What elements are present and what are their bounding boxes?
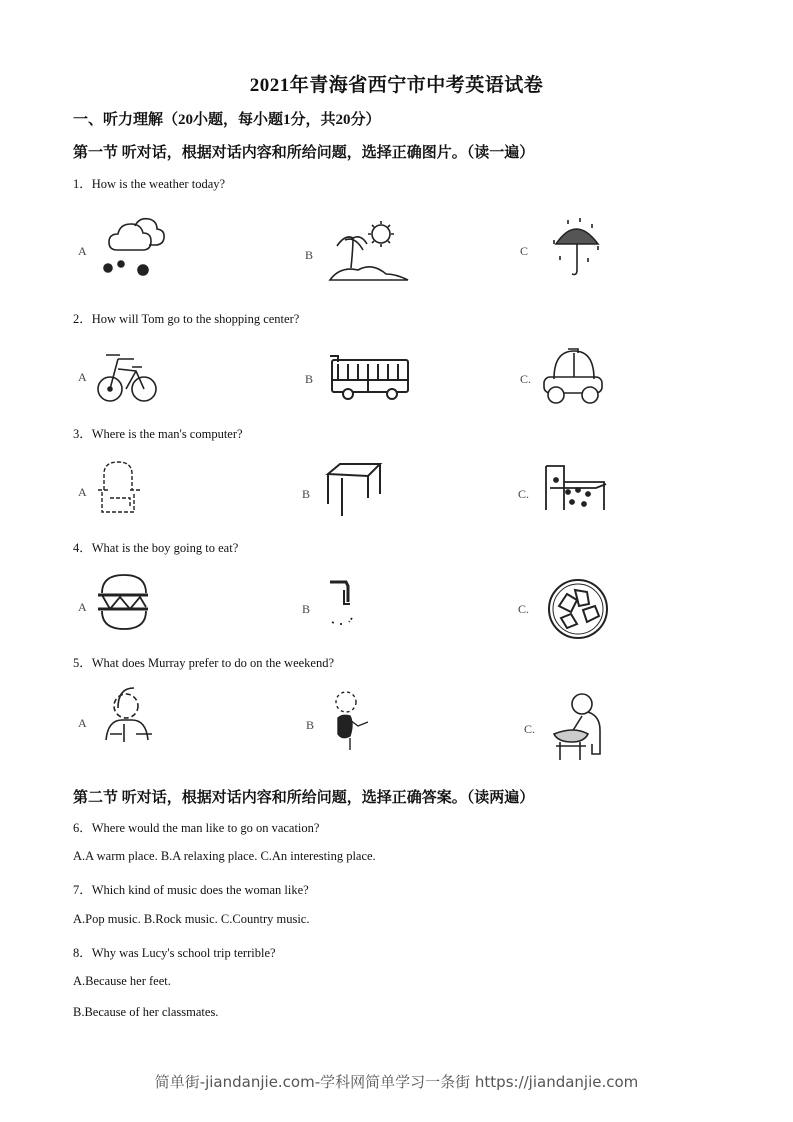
question-6: 6．Where would the man like to go on vacation?	[73, 821, 320, 835]
question-8-option-a: A.Because her feet.	[73, 974, 171, 988]
snow-cloud-icon	[95, 212, 175, 287]
question-7: 7．Which kind of music does the woman like?	[73, 883, 309, 897]
dumplings-plate-icon	[545, 576, 611, 642]
question-1: 1．How is the weather today?	[73, 177, 226, 191]
table-icon	[322, 460, 384, 520]
footer-watermark: 简单街-jiandanjie.com-学科网简单学习一条街 https://jiandanjie.com	[154, 1073, 639, 1091]
sunny-island-icon	[325, 218, 410, 288]
option-label: C.	[518, 487, 530, 501]
option-label: A	[78, 370, 87, 384]
option-label: B	[305, 248, 314, 262]
question-2: 2．How will Tom go to the shopping center?	[73, 312, 300, 326]
question-8: 8．Why was Lucy's school trip terrible?	[73, 946, 276, 960]
option-label: C.	[518, 602, 530, 616]
bus-icon	[328, 352, 413, 402]
option-label: A	[78, 244, 87, 258]
page-title: 2021年青海省西宁市中考英语试卷	[249, 75, 544, 96]
bicycle-icon	[96, 345, 158, 407]
taxi-icon	[540, 345, 608, 409]
part-heading: 一、听力理解（20小题，每小题1分，共20分）	[73, 112, 381, 128]
question-6-options: A.A warm place. B.A relaxing place. C.An interesting place.	[73, 849, 376, 863]
option-label: A	[78, 485, 87, 499]
noodles-icon	[324, 578, 364, 628]
option-label: B	[305, 372, 314, 386]
option-label: C.	[524, 722, 536, 736]
option-label: B	[302, 602, 311, 616]
reading-boy-icon	[96, 684, 162, 750]
question-5: 5．What does Murray prefer to do on the weekend?	[73, 656, 335, 670]
hamburger-icon	[96, 573, 151, 631]
question-3: 3．Where is the man's computer?	[73, 427, 243, 441]
option-label: B	[302, 487, 311, 501]
option-label: C.	[520, 372, 532, 386]
question-4: 4．What is the boy going to eat?	[73, 541, 239, 555]
question-7-options: A.Pop music. B.Rock music. C.Country music.	[73, 912, 310, 926]
washing-boy-icon	[550, 690, 610, 765]
option-label: B	[306, 718, 315, 732]
question-8-option-b: B.Because of her classmates.	[73, 1005, 219, 1019]
playing-boy-icon	[328, 688, 388, 754]
rain-umbrella-icon	[550, 216, 605, 281]
option-label: C	[520, 244, 529, 258]
armchair-icon	[96, 460, 146, 515]
option-label: A	[78, 716, 87, 730]
section2-heading: 第二节 听对话，根据对话内容和所给问题，选择正确答案。（读两遍）	[73, 790, 535, 806]
bed-icon	[540, 460, 610, 520]
option-label: A	[78, 600, 87, 614]
section1-heading: 第一节 听对话，根据对话内容和所给问题，选择正确图片。（读一遍）	[73, 145, 535, 161]
